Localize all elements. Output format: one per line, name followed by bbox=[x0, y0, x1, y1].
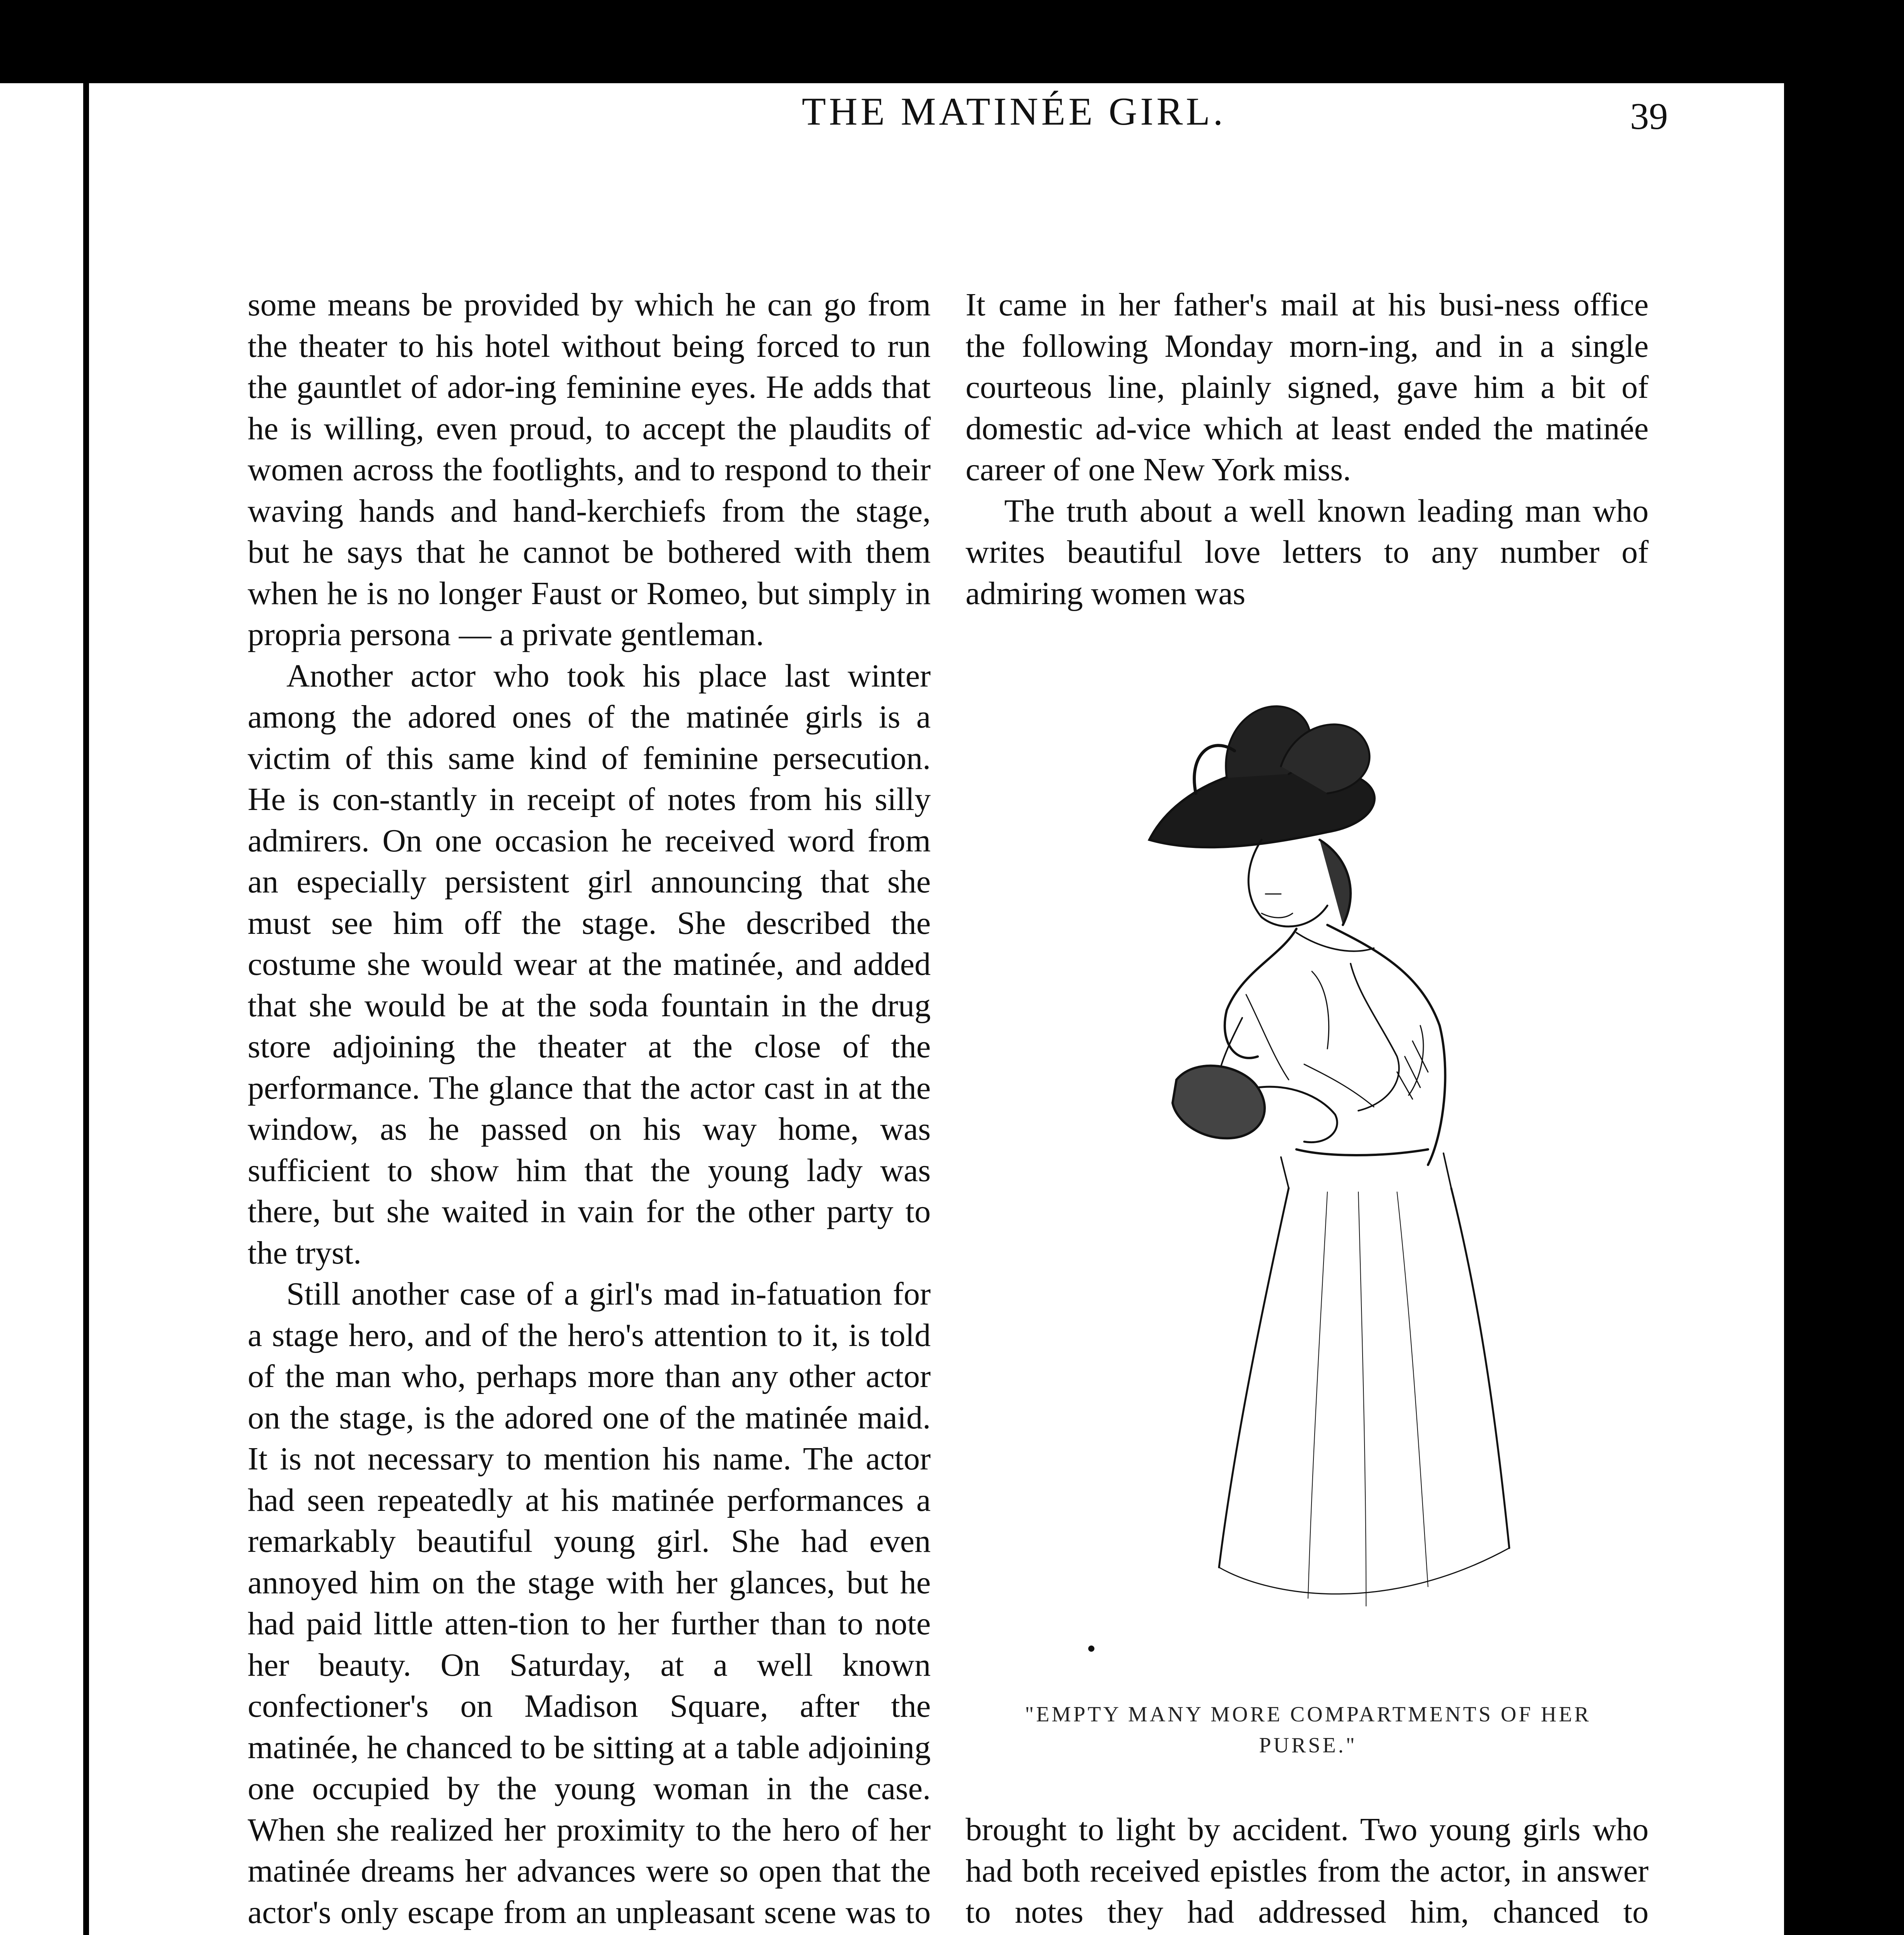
paragraph: The truth about a well known leading man who writes beautiful love letters to any number of admiring women was bbox=[966, 493, 1649, 611]
paragraph: It came in her father's mail at his busi-ness office the following Monday morn-ing, and in a single courteous line, plainly signed, gave him a bit of domestic ad-vice which at least ended the matinée career of one New York miss. bbox=[966, 287, 1649, 488]
paragraph: brought to light by accident. Two young girls who had both received epistles from the actor, in answer to notes they had addressed him, chanced to bbox=[966, 1812, 1649, 1930]
right-column-top bbox=[966, 284, 1649, 614]
paragraph: some means be provided by which he can go from the theater to his hotel without being forced to run the gauntlet of ador-ing feminine eyes. He adds that he is willing, even proud, to accept the plaudits of women across the footlights, and to respond to their waving hands and hand-kerchiefs from the stage, but he says that he cannot be bothered with them when he is no longer Faust or Romeo, but simply in propria persona — a private gentleman. bbox=[248, 287, 931, 652]
paragraph: Another actor who took his place last winter among the adored ones of the matinée girls is a victim of this same kind of feminine persecution. He is con-stantly in receipt of notes from his silly admirers. On one occasion he received word from an especially persistent girl announcing that she must see him off the stage. She described the costume she would wear at the matinée, and added that she would be at the soda fountain in the drug store adjoining the theater at the close of the performance. The glance that the actor cast in at the window, as he passed on his way home, was sufficient to show him that the young lady was there, but she waited in vain for the other party to the tryst. bbox=[248, 658, 931, 1271]
right-column-bottom bbox=[966, 1809, 1649, 1935]
paragraph: Still another case of a girl's mad in-fatuation for a stage hero, and of the hero's attention to it, is told of the man who, perhaps more than any other actor on the stage, is the adored one of the matinée maid. It is not necessary to mention his name. The actor had seen repeatedly at his matinée performances a remarkably beautiful young girl. She had even annoyed him on the stage with her glances, but he had paid little atten-tion to her further than to note her beauty. On Saturday, at a well known confectioner's on Madison Square, after the matinée, he chanced to be sitting at a table adjoining one occupied by the young woman in the case. When she realized her proximity to the hero of her matinée dreams her advances were so open that the actor's only escape from an unpleasant scene was to bbox=[248, 1276, 931, 1930]
running-title: THE MATINÉE GIRL. bbox=[801, 90, 1226, 134]
illustration-caption: "EMPTY MANY MORE COMPARTMENTS OF HER PURSE." bbox=[1025, 1702, 1591, 1757]
left-column bbox=[248, 284, 931, 1935]
woman-illustration bbox=[1080, 677, 1563, 1668]
previous-page-edge bbox=[0, 83, 83, 1935]
page-number: 39 bbox=[1630, 96, 1668, 137]
